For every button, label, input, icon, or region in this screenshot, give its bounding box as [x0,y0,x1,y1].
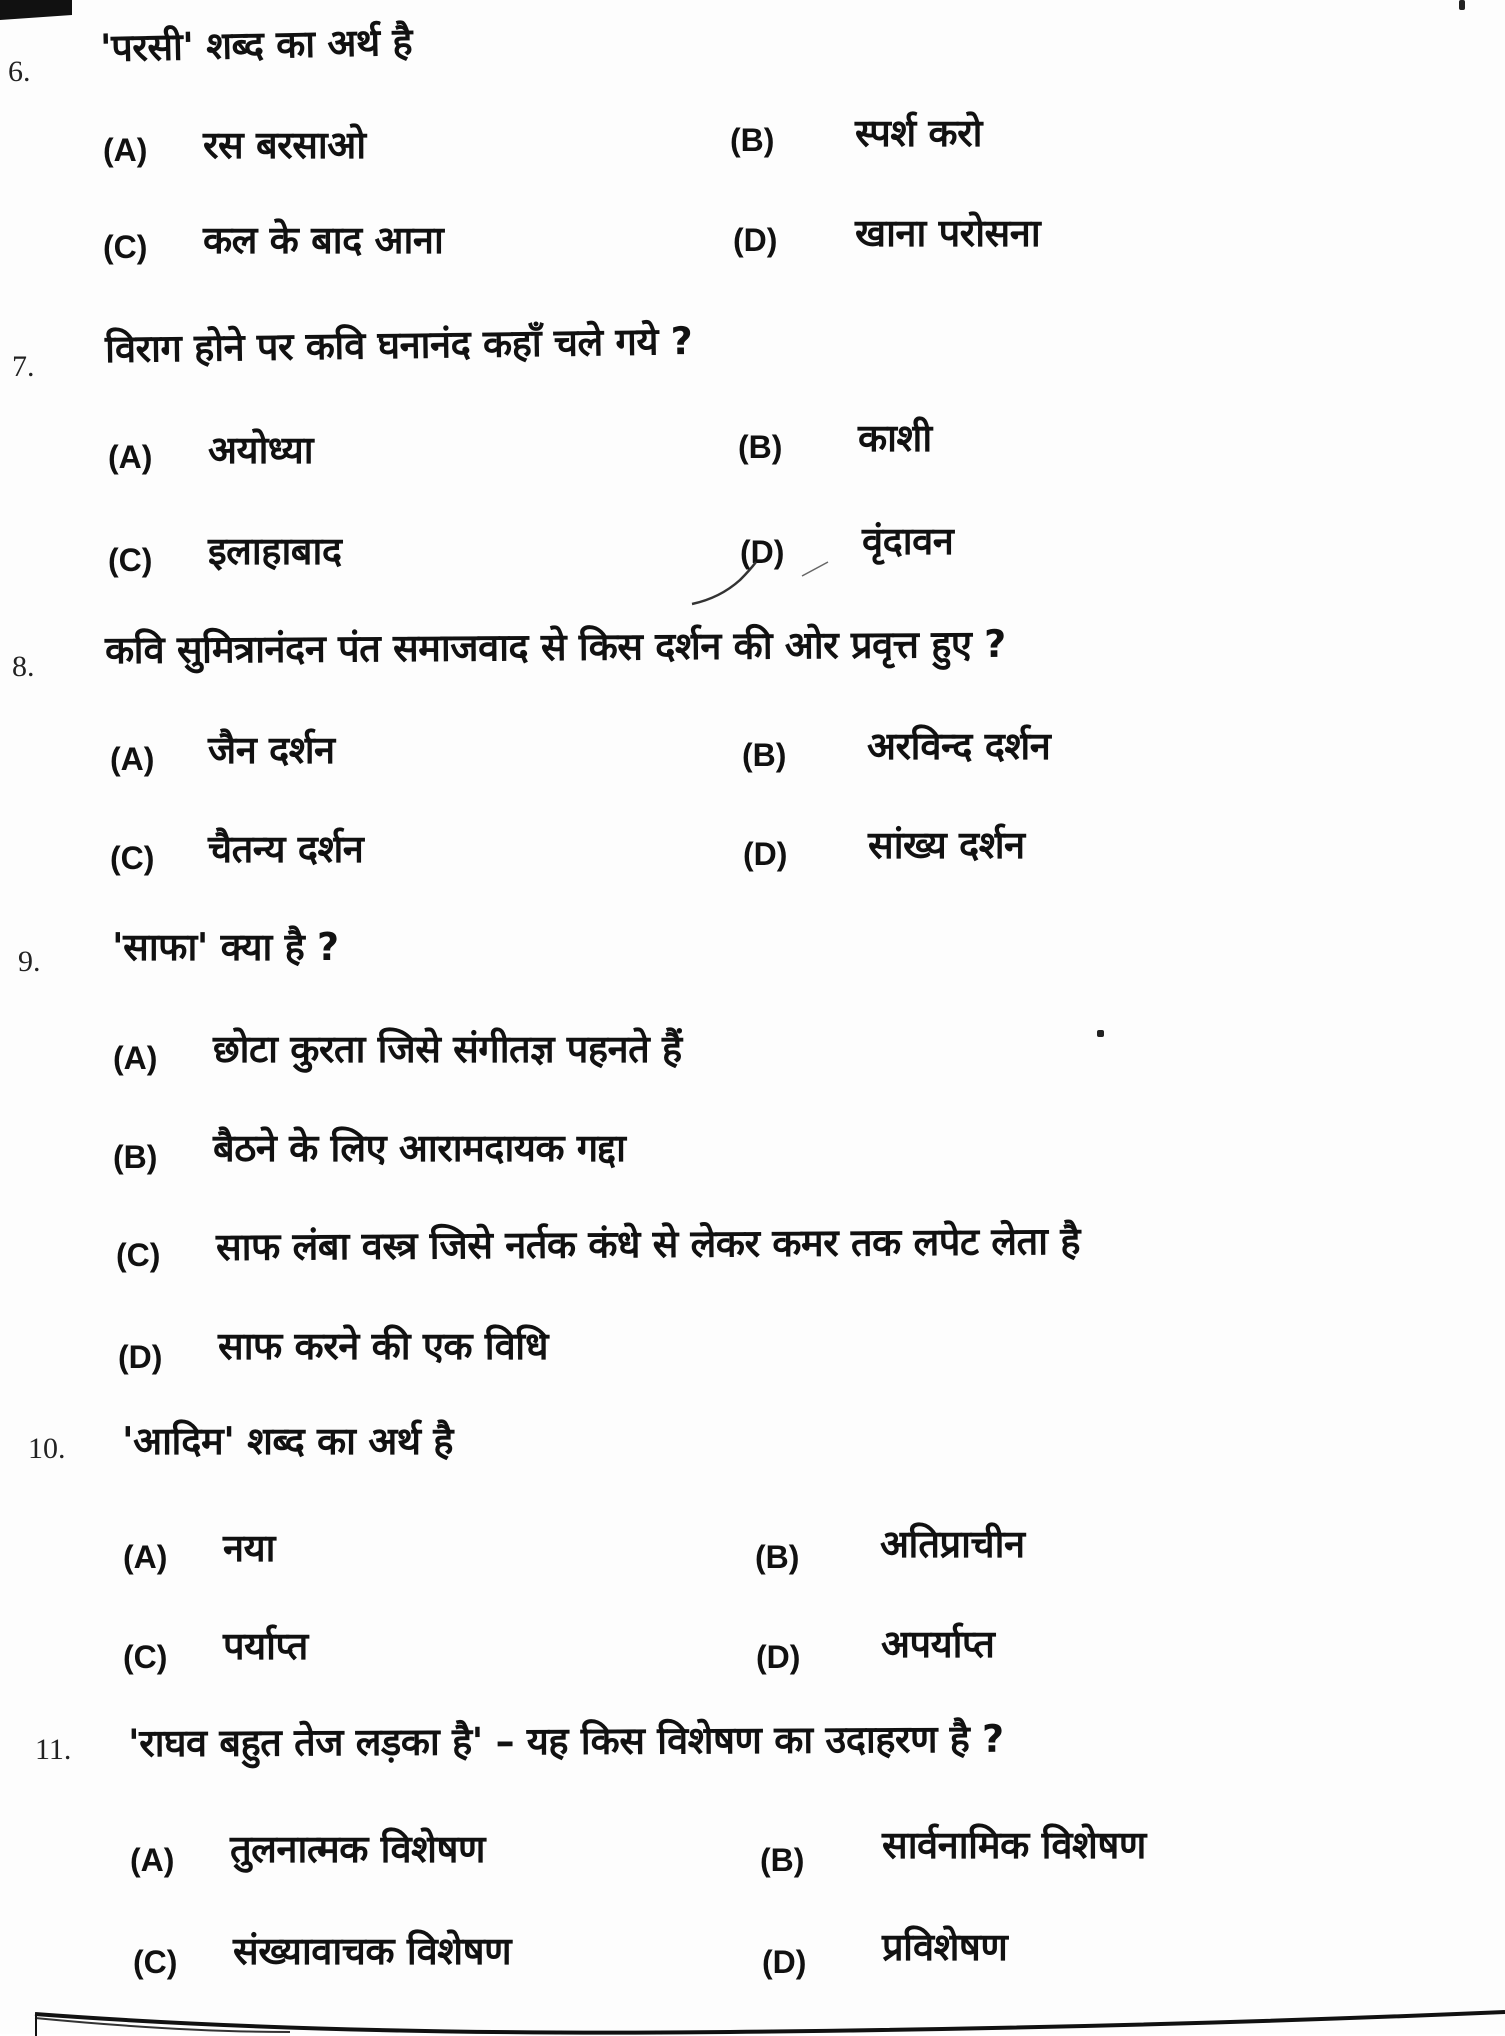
option-label: (A) [103,132,148,168]
question-text: 'साफा' क्या है ? [112,925,339,969]
question-number: 6. [8,55,31,88]
option-label: (A) [113,1040,158,1076]
option-label: (C) [103,229,148,265]
option-text: छोटा कुरता जिसे संगीतज्ञ पहनते हैं [213,1027,682,1071]
option-text: अरविन्द दर्शन [867,724,1051,768]
option-label: (B) [742,737,787,773]
question-text: 'आदिम' शब्द का अर्थ है [122,1419,453,1463]
option-label: (D) [733,222,778,258]
option-label: (D) [740,534,785,570]
option-label: (A) [110,741,155,777]
question-number: 8. [12,650,35,683]
question-text: विराग होने पर कवि घनानंद कहाँ चले गये ? [104,318,693,372]
option-label: (B) [755,1539,800,1575]
option-label: (C) [110,840,155,876]
option-label: (D) [762,1944,807,1980]
question-text: कवि सुमित्रानंदन पंत समाजवाद से किस दर्शन की ओर प्रवृत्त हुए ? [104,621,1006,673]
option-text: पर्याप्त [223,1624,308,1668]
option-label: (A) [130,1842,175,1878]
option-text: सार्वनामिक विशेषण [882,1823,1146,1867]
stray-dot [1097,1030,1104,1037]
option-label: (C) [108,542,153,578]
option-text: कल के बाद आना [203,218,444,262]
option-text: साफ लंबा वस्त्र जिसे नर्तक कंधे से लेकर कमर तक लपेट लेता है [215,1218,1081,1270]
option-text: अपर्याप्त [881,1622,995,1666]
option-label: (B) [730,122,775,158]
question-text: 'राघव बहुत तेज लड़का है' – यह किस विशेषण का उदाहरण है ? [127,1716,1004,1766]
top-right-mark [1459,0,1465,10]
option-label: (C) [133,1944,178,1980]
option-label: (D) [743,836,788,872]
option-text: प्रविशेषण [882,1925,1008,1969]
option-text: बैठने के लिए आरामदायक गद्दा [213,1126,626,1170]
option-text: इलाहाबाद [208,529,342,573]
option-text: काशी [858,416,932,460]
option-label: (C) [123,1639,168,1675]
question-number: 10. [28,1432,66,1465]
option-text: साफ करने की एक विधि [218,1324,548,1368]
option-text: रस बरसाओ [203,123,366,167]
option-text: स्पर्श करो [855,111,983,155]
option-label: (B) [113,1139,158,1175]
pen-tick-mark-icon [690,558,850,608]
option-label: (D) [756,1639,801,1675]
option-text: वृंदावन [862,519,954,563]
option-label: (B) [738,429,783,465]
corner-black-mark [0,0,72,20]
option-label: (A) [123,1539,168,1575]
question-text: 'परसी' शब्द का अर्थ है [99,19,413,71]
option-text: जैन दर्शन [208,728,335,772]
question-number: 9. [18,945,41,978]
option-text: सांख्य दर्शन [868,823,1025,867]
option-text: चैतन्य दर्शन [208,827,364,871]
question-number: 7. [12,350,35,383]
option-label: (A) [108,439,153,475]
footer-divider-line [30,2006,1505,2036]
option-text: नया [223,1526,275,1570]
option-label: (B) [760,1842,805,1878]
option-label: (D) [118,1339,163,1375]
option-text: खाना परोसना [855,211,1041,255]
option-text: संख्यावाचक विशेषण [233,1929,512,1973]
option-label: (C) [116,1237,161,1273]
option-text: अतिप्राचीन [880,1522,1025,1566]
option-text: तुलनात्मक विशेषण [230,1827,485,1871]
question-number: 11. [35,1733,72,1766]
option-text: अयोध्या [208,428,314,472]
